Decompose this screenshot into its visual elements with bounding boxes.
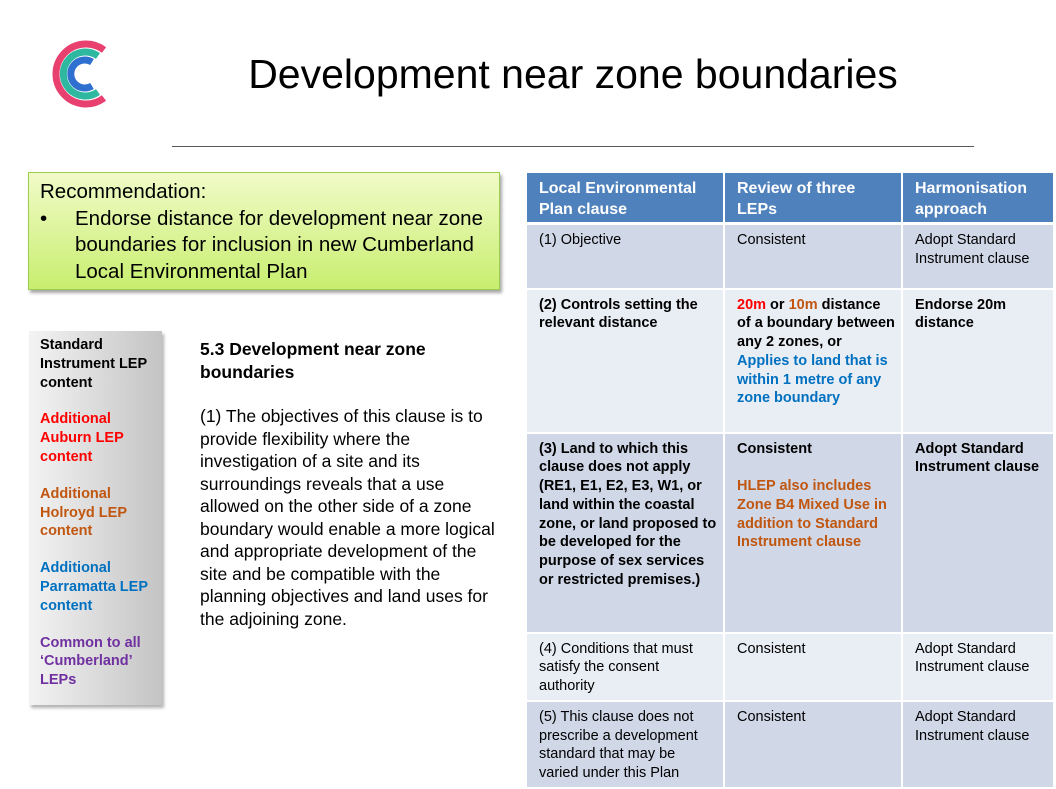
table-row xyxy=(527,289,1054,433)
holroyd-text: HLEP also includes Zone B4 Mixed Use in addition to Standard Instrument clause xyxy=(737,478,887,551)
cell-approach: Adopt Standard Instrument clause xyxy=(902,701,1054,788)
recommendation-text: Endorse distance for development near zone boundaries for inclusion in new Cumberland Local Environmental Plan xyxy=(75,206,483,283)
legend-parramatta: Additional Parramatta LEP content xyxy=(40,560,148,614)
holroyd-value: 10m xyxy=(788,296,818,313)
legend-common: Common to all ‘Cumberland’ LEPs xyxy=(40,634,141,689)
table-row xyxy=(527,701,1054,788)
recommendation-heading: Recommendation: xyxy=(40,180,207,203)
recommendation-item xyxy=(40,206,489,286)
bullet-icon: • xyxy=(40,206,48,230)
table-header-row xyxy=(527,173,1054,224)
cell-clause: (2) Controls setting the relevant distance xyxy=(527,289,724,433)
colour-legend xyxy=(29,331,162,705)
clause-heading: 5.3 Development near zone boundaries xyxy=(200,339,426,382)
legend-standard: Standard Instrument LEP content xyxy=(40,337,147,391)
cumberland-logo-icon xyxy=(44,36,112,112)
clause-body: (1) The objectives of this clause is to provide flexibility where the investigation of a site and its surroundings reveals that a use allowed on the other side of a zone boundary would enable a more logical and appropriate development of the site and be compatible with the planning objectives and land uses for the adjoining zone. xyxy=(200,406,495,629)
or-text: or xyxy=(766,296,789,313)
page-title: Development near zone boundaries xyxy=(248,51,898,97)
cell-review xyxy=(724,433,902,633)
review-text: distance of a boundary between any 2 zones, or xyxy=(737,296,895,351)
table-row xyxy=(527,224,1054,289)
table-row xyxy=(527,433,1054,633)
header-clause: Local Environmental Plan clause xyxy=(527,173,724,224)
parramatta-text: Applies to land that is within 1 metre of any zone boundary xyxy=(737,352,888,407)
cell-review: Consistent xyxy=(724,633,902,701)
header-approach: Harmonisation approach xyxy=(902,173,1054,224)
comparison-table xyxy=(527,173,1056,782)
cell-clause: (1) Objective xyxy=(527,224,724,289)
recommendation-box xyxy=(28,172,500,290)
cell-clause: (4) Conditions that must satisfy the consent authority xyxy=(527,633,724,701)
cell-review: Consistent xyxy=(724,224,902,289)
clause-text xyxy=(200,338,500,630)
cell-approach: Adopt Standard Instrument clause xyxy=(902,633,1054,701)
cell-approach: Endorse 20m distance xyxy=(902,289,1054,433)
auburn-value: 20m xyxy=(737,296,767,313)
cell-review xyxy=(724,289,902,433)
review-text: Consistent xyxy=(737,440,812,457)
title-divider xyxy=(172,146,974,147)
header-review: Review of three LEPs xyxy=(724,173,902,224)
cell-review: Consistent xyxy=(724,701,902,788)
cell-approach: Adopt Standard Instrument clause xyxy=(902,433,1054,633)
cell-approach: Adopt Standard Instrument clause xyxy=(902,224,1054,289)
legend-holroyd: Additional Holroyd LEP content xyxy=(40,485,127,540)
legend-auburn: Additional Auburn LEP content xyxy=(40,411,124,465)
table-row xyxy=(527,633,1054,701)
cell-clause: (5) This clause does not prescribe a development standard that may be varied under this Plan xyxy=(527,701,724,788)
cell-clause: (3) Land to which this clause does not apply (RE1, E1, E2, E3, W1, or land within the coastal zone, or land proposed to be developed for the purpose of sex services or restricted premises.) xyxy=(527,433,724,633)
